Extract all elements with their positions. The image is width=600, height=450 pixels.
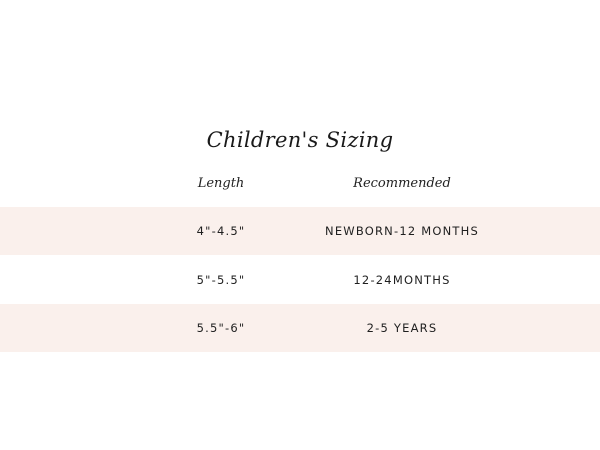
column-header-length: Length [197,176,245,191]
page-title: Children's Sizing [206,128,394,152]
length-cell: 5.5"-6" [196,321,246,335]
table-row [0,207,600,255]
length-cell: 4"-4.5" [196,224,246,238]
table-row [0,304,600,352]
recommended-cell: NEWBORN-12 MONTHS [325,224,479,238]
table-row [0,256,600,304]
length-cell: 5"-5.5" [196,273,246,287]
recommended-cell: 12-24MONTHS [353,273,451,287]
recommended-cell: 2-5 YEARS [366,321,438,335]
column-header-recommended: Recommended [353,176,451,191]
